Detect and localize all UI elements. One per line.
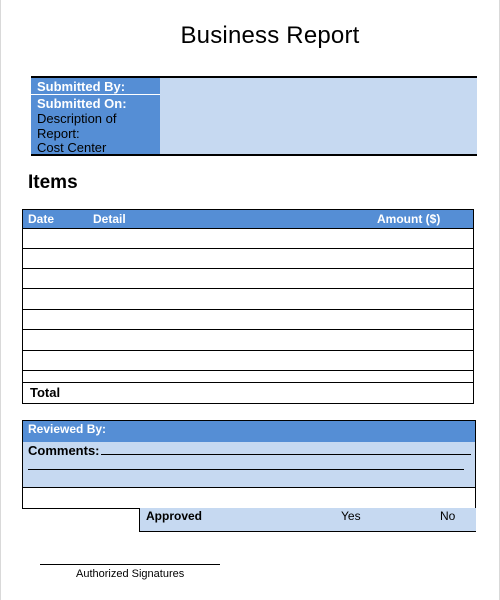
comments-line: [28, 469, 464, 470]
reviewed-by-header: [23, 421, 475, 442]
table-row-divider: [23, 350, 473, 351]
column-header-amount: Amount ($): [377, 212, 441, 226]
approve-yes-option[interactable]: Yes: [341, 509, 361, 523]
items-table-header: [23, 210, 473, 229]
comments-area[interactable]: [23, 442, 475, 488]
table-row-divider: [23, 329, 473, 330]
column-header-detail: Detail: [93, 212, 126, 226]
review-block: [22, 420, 476, 509]
items-table: [22, 209, 474, 404]
description-label: Description of Report:: [37, 111, 117, 141]
total-label: Total: [30, 385, 61, 400]
cost-center-label: Cost Center: [37, 140, 107, 155]
column-header-date: Date: [28, 212, 55, 226]
approval-row: [139, 508, 476, 532]
submitted-on-label: Submitted On:: [37, 96, 127, 111]
table-row-divider: [23, 248, 473, 249]
page-title: Business Report: [180, 22, 360, 49]
page-edge-left: [0, 0, 1, 600]
items-heading: Items: [28, 172, 78, 193]
submitted-by-divider: [31, 94, 160, 95]
approved-label: Approved: [146, 509, 203, 523]
approve-no-option[interactable]: No: [440, 509, 456, 523]
submitted-by-label: Submitted By:: [37, 79, 126, 94]
table-row-divider: [23, 288, 473, 289]
submission-info-block: [31, 76, 477, 156]
signature-line[interactable]: [40, 564, 220, 565]
signature-label: Authorized Signatures: [76, 568, 185, 580]
reviewed-by-label: Reviewed By:: [28, 422, 107, 436]
comments-line: [101, 454, 471, 455]
table-row-divider: [23, 382, 473, 383]
submission-labels-column: [31, 78, 160, 154]
table-row-divider: [23, 309, 473, 310]
table-row-divider: [23, 370, 473, 371]
table-row-divider: [23, 268, 473, 269]
comments-label: Comments:: [28, 443, 100, 458]
